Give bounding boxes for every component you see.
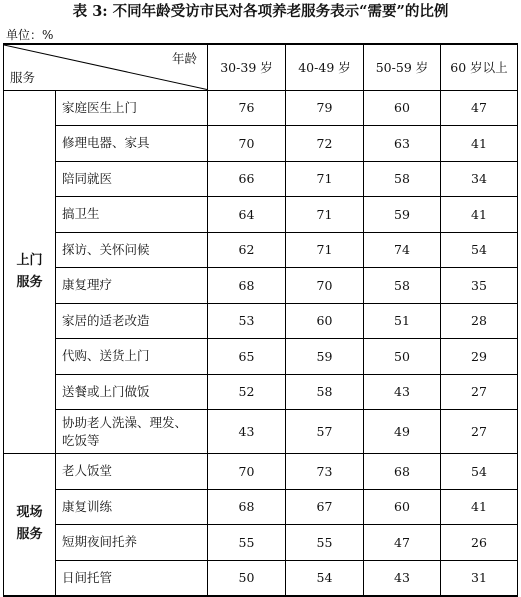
value-cell: 63 bbox=[364, 126, 441, 162]
service-item: 送餐或上门做饭 bbox=[56, 374, 208, 410]
value-cell: 53 bbox=[208, 303, 286, 339]
value-cell: 68 bbox=[364, 454, 441, 490]
table-row bbox=[4, 90, 518, 126]
value-cell: 55 bbox=[286, 525, 364, 561]
table-row bbox=[4, 197, 518, 233]
value-cell: 59 bbox=[286, 339, 364, 375]
value-cell: 55 bbox=[208, 525, 286, 561]
table-row bbox=[4, 161, 518, 197]
value-cell: 54 bbox=[441, 454, 518, 490]
elderly-service-table bbox=[3, 43, 518, 597]
value-cell: 62 bbox=[208, 232, 286, 268]
group-label-onsite-service: 现场 服务 bbox=[4, 454, 56, 596]
service-item: 日间托管 bbox=[56, 560, 208, 596]
table-row bbox=[4, 268, 518, 304]
column-header-30-39: 30-39 岁 bbox=[208, 44, 286, 90]
value-cell: 47 bbox=[441, 90, 518, 126]
value-cell: 28 bbox=[441, 303, 518, 339]
value-cell: 68 bbox=[208, 268, 286, 304]
service-item: 陪同就医 bbox=[56, 161, 208, 197]
value-cell: 31 bbox=[441, 560, 518, 596]
value-cell: 27 bbox=[441, 374, 518, 410]
value-cell: 43 bbox=[364, 560, 441, 596]
group-label-home-service: 上门 服务 bbox=[4, 90, 56, 454]
value-cell: 60 bbox=[364, 90, 441, 126]
value-cell: 79 bbox=[286, 90, 364, 126]
value-cell: 60 bbox=[364, 489, 441, 525]
value-cell: 73 bbox=[286, 454, 364, 490]
value-cell: 70 bbox=[286, 268, 364, 304]
age-axis-label: 年龄 bbox=[171, 51, 197, 66]
value-cell: 59 bbox=[364, 197, 441, 233]
value-cell: 50 bbox=[208, 560, 286, 596]
value-cell: 43 bbox=[364, 374, 441, 410]
value-cell: 27 bbox=[441, 410, 518, 454]
value-cell: 34 bbox=[441, 161, 518, 197]
table-row bbox=[4, 525, 518, 561]
value-cell: 58 bbox=[364, 161, 441, 197]
service-axis-label: 服务 bbox=[10, 69, 36, 85]
value-cell: 35 bbox=[441, 268, 518, 304]
value-cell: 71 bbox=[286, 197, 364, 233]
service-item: 短期夜间托养 bbox=[56, 525, 208, 561]
service-item: 探访、关怀问候 bbox=[56, 232, 208, 268]
value-cell: 43 bbox=[208, 410, 286, 454]
value-cell: 67 bbox=[286, 489, 364, 525]
service-item: 家居的适老改造 bbox=[56, 303, 208, 339]
column-header-50-59: 50-59 岁 bbox=[364, 44, 441, 90]
table-row bbox=[4, 126, 518, 162]
service-item: 代购、送货上门 bbox=[56, 339, 208, 375]
table-row bbox=[4, 454, 518, 490]
column-header-40-49: 40-49 岁 bbox=[286, 44, 364, 90]
value-cell: 52 bbox=[208, 374, 286, 410]
value-cell: 66 bbox=[208, 161, 286, 197]
value-cell: 58 bbox=[364, 268, 441, 304]
service-item: 家庭医生上门 bbox=[56, 90, 208, 126]
table-title: 表 3: 不同年龄受访市民对各项养老服务表示“需要”的比例 bbox=[72, 3, 449, 20]
service-item-line: 协助老人洗澡、理发、 bbox=[62, 414, 188, 430]
column-header-60-plus: 60 岁以上 bbox=[441, 44, 518, 90]
value-cell: 50 bbox=[364, 339, 441, 375]
table-row bbox=[4, 232, 518, 268]
value-cell: 29 bbox=[441, 339, 518, 375]
service-item: 老人饭堂 bbox=[56, 454, 208, 490]
table-row bbox=[4, 374, 518, 410]
value-cell: 58 bbox=[286, 374, 364, 410]
value-cell: 41 bbox=[441, 126, 518, 162]
value-cell: 41 bbox=[441, 197, 518, 233]
value-cell: 71 bbox=[286, 232, 364, 268]
value-cell: 60 bbox=[286, 303, 364, 339]
service-item: 康复训练 bbox=[56, 489, 208, 525]
value-cell: 51 bbox=[364, 303, 441, 339]
value-cell: 70 bbox=[208, 126, 286, 162]
value-cell: 64 bbox=[208, 197, 286, 233]
value-cell: 47 bbox=[364, 525, 441, 561]
table-row bbox=[4, 410, 518, 454]
service-item: 搞卫生 bbox=[56, 197, 208, 233]
value-cell: 68 bbox=[208, 489, 286, 525]
value-cell: 65 bbox=[208, 339, 286, 375]
service-item bbox=[56, 410, 208, 454]
value-cell: 54 bbox=[441, 232, 518, 268]
table-row bbox=[4, 339, 518, 375]
service-item: 修理电器、家具 bbox=[56, 126, 208, 162]
table-row bbox=[4, 489, 518, 525]
header-row bbox=[4, 44, 518, 90]
service-item-line: 吃饭等 bbox=[62, 432, 100, 448]
value-cell: 26 bbox=[441, 525, 518, 561]
unit-label: 单位：% bbox=[6, 28, 54, 42]
value-cell: 71 bbox=[286, 161, 364, 197]
value-cell: 70 bbox=[208, 454, 286, 490]
value-cell: 49 bbox=[364, 410, 441, 454]
service-item: 康复理疗 bbox=[56, 268, 208, 304]
value-cell: 57 bbox=[286, 410, 364, 454]
diagonal-header-cell bbox=[4, 44, 208, 90]
value-cell: 72 bbox=[286, 126, 364, 162]
value-cell: 74 bbox=[364, 232, 441, 268]
value-cell: 41 bbox=[441, 489, 518, 525]
table-row bbox=[4, 560, 518, 596]
value-cell: 76 bbox=[208, 90, 286, 126]
table-row bbox=[4, 303, 518, 339]
value-cell: 54 bbox=[286, 560, 364, 596]
